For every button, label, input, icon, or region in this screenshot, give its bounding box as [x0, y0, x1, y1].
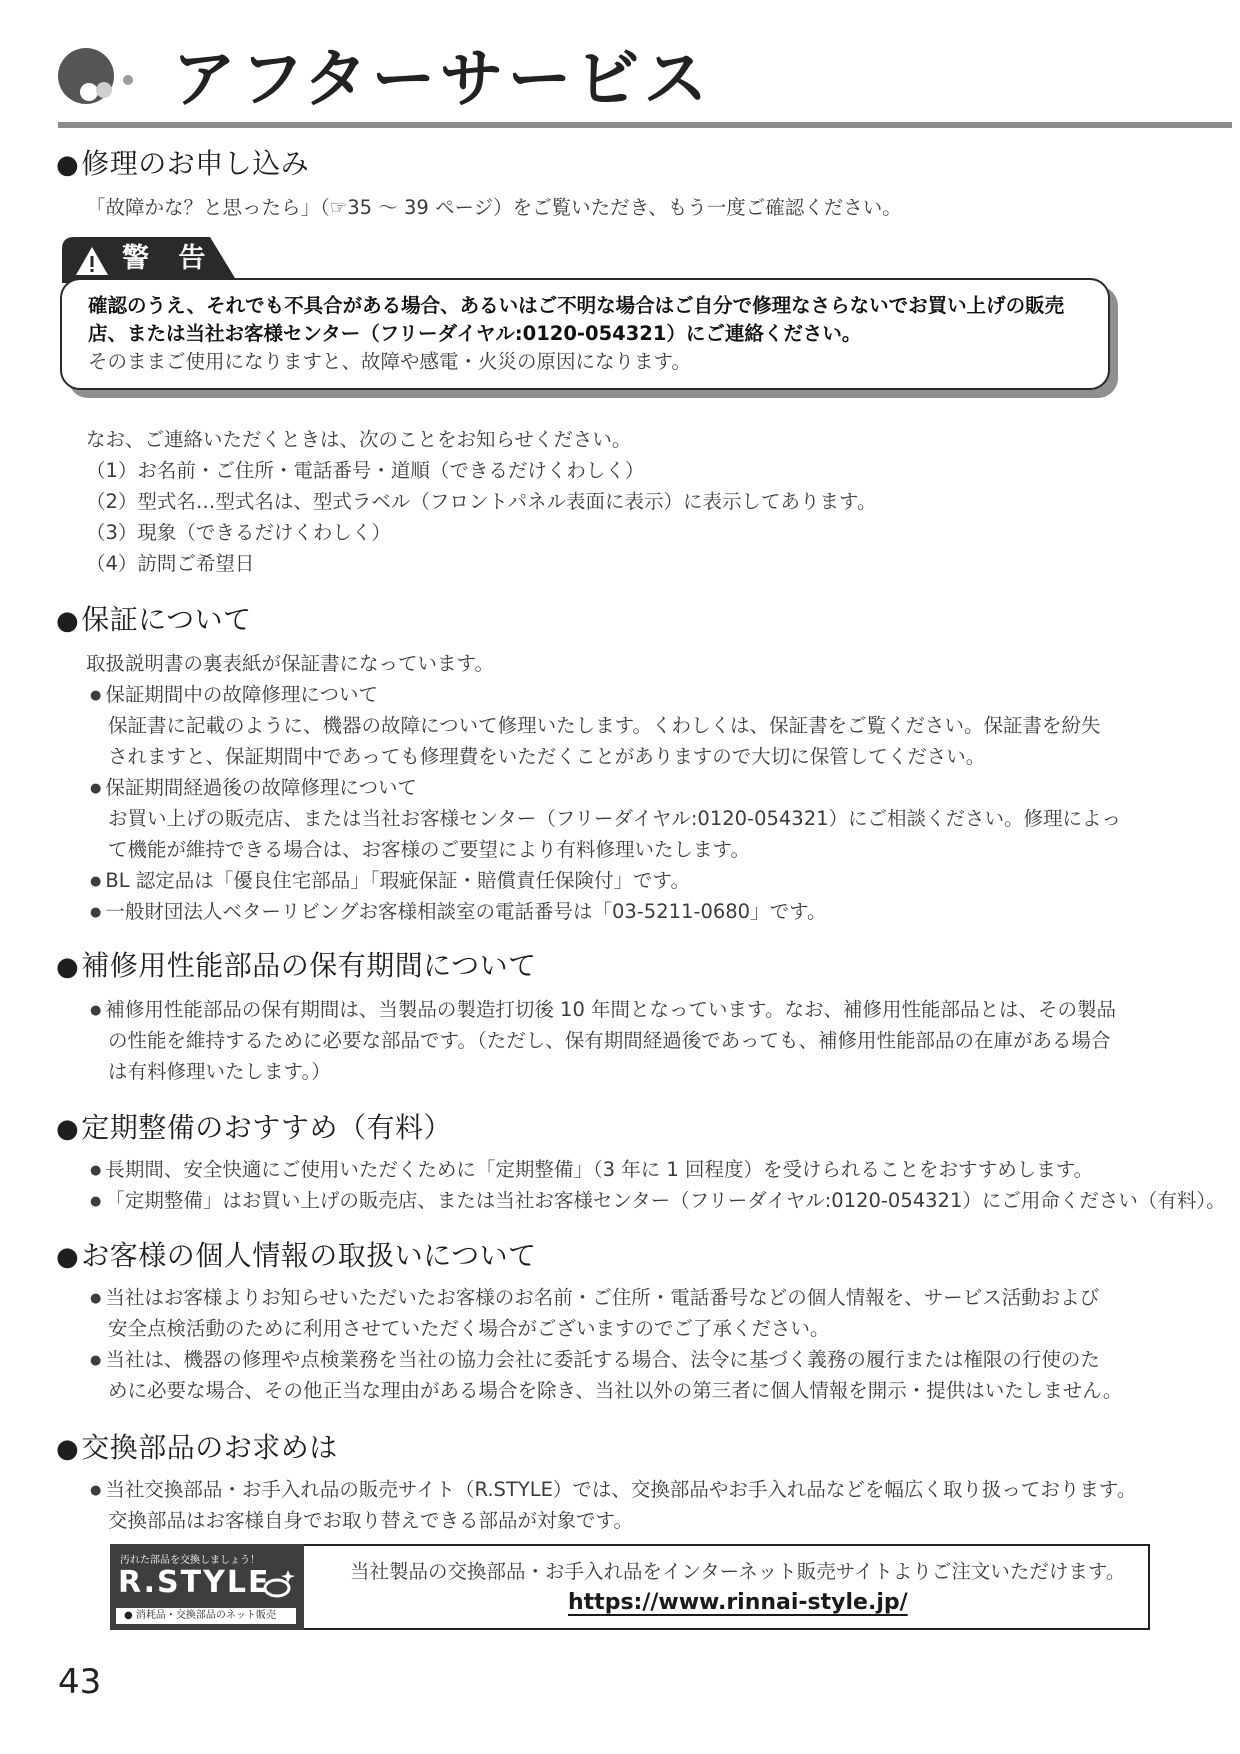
bullet-item: ● 保証期間中の故障修理について — [90, 683, 378, 706]
warning-line: そのままご使用になりますと、故障や感電・火災の原因になります。 — [88, 350, 691, 373]
warning-line: 店、または当社お客様センター（フリーダイヤル:0120-054321）にご連絡ください。 — [88, 322, 862, 345]
section-heading-parts: ●補修用性能部品の保有期間について — [56, 949, 537, 982]
rstyle-description: 当社製品の交換部品・お手入れ品をインターネット販売サイトよりご注文いただけます。 — [350, 1560, 1126, 1583]
bullet-item: ● 当社交換部品・お手入れ品の販売サイト（R.STYLE）では、交換部品やお手入れ品などを幅広く取り扱っております。 — [90, 1478, 1137, 1501]
rstyle-sparkle-icon — [262, 1566, 300, 1602]
bullet-item: ● 保証期間経過後の故障修理について — [90, 776, 417, 799]
section-heading-maintenance: ●定期整備のおすすめ（有料） — [56, 1111, 452, 1144]
section-heading-repair: ●修理のお申し込み — [56, 147, 310, 180]
header-rule — [58, 122, 1232, 128]
contact-intro: なお、ご連絡いただくときは、次のことをお知らせください。 — [86, 428, 632, 451]
section-heading-replacement: ●交換部品のお求めは — [56, 1431, 338, 1464]
rstyle-logo-tagline: 汚れた部品を交換しましょう！ — [120, 1555, 260, 1566]
bullet-item: ● 長期間、安全快適にご使用いただくために「定期整備」（3 年に 1 回程度）を受けられることをおすすめします。 — [90, 1158, 1094, 1181]
bullet-item: ● 「定期整備」はお買い上げの販売店、または当社お客様センター（フリーダイヤル:0120-054321）にご用命ください（有料）。 — [90, 1189, 1226, 1212]
rstyle-logo-name: R.STYLE — [118, 1565, 271, 1600]
section-heading-warranty: ●保証について — [56, 603, 252, 636]
rstyle-url-link[interactable]: https://www.rinnai-style.jp/ — [568, 1590, 908, 1615]
bullet-item: ● 補修用性能部品の保有期間は、当製品の製造打切後 10 年間となっています。なお、補修用性能部品とは、その製品 — [90, 998, 1116, 1021]
bullet-text: されますと、保証期間中であっても修理費をいただくことがありますので大切に保管してください。 — [108, 745, 986, 768]
bullet-item: ● 一般財団法人ベターリビングお客様相談室の電話番号は「03-5211-0680」です。 — [90, 900, 827, 923]
page-title: アフターサービス — [172, 43, 712, 117]
rstyle-logo-subtitle: ● 消耗品・交換部品のネット販売 — [124, 1610, 276, 1621]
bullet-text: の性能を維持するために必要な部品です。（ただし、保有期間経過後であっても、補修用性能部品の在庫がある場合 — [108, 1029, 1111, 1052]
warning-line: 確認のうえ、それでも不具合がある場合、あるいはご不明な場合はご自分で修理なさらないでお買い上げの販売 — [88, 294, 1065, 317]
header-circles-icon — [56, 42, 156, 112]
contact-item: （3）現象（できるだけくわしく） — [86, 521, 391, 544]
contact-item: （1）お名前・ご住所・電話番号・道順（できるだけくわしく） — [86, 459, 645, 482]
bullet-text: お買い上げの販売店、または当社お客様センター（フリーダイヤル:0120-054321）にご相談ください。修理によっ — [108, 807, 1122, 830]
warranty-intro: 取扱説明書の裏表紙が保証書になっています。 — [86, 652, 494, 675]
page-number: 43 — [58, 1662, 102, 1702]
bullet-item: ● BL 認定品は「優良住宅部品」「瑕疵保証・賠償責任保険付」です。 — [90, 869, 690, 892]
bullet-text: て機能が維持できる場合は、お客様のご要望により有料修理いたします。 — [108, 838, 750, 861]
repair-intro: 「故障かな？と思ったら」（☞35 〜 39 ページ）をご覧いただき、もう一度ご確認ください。 — [86, 196, 902, 219]
contact-item: （2）型式名…型式名は、型式ラベル（フロントパネル表面に表示）に表示してあります。 — [86, 490, 877, 513]
contact-item: （4）訪問ご希望日 — [86, 552, 255, 575]
warning-label: 警 告 — [122, 243, 216, 274]
bullet-text: 交換部品はお客様自身でお取り替えできる部品が対象です。 — [108, 1509, 633, 1532]
bullet-text: は有料修理いたします。） — [108, 1060, 331, 1083]
bullet-text: 安全点検活動のために利用させていただく場合がございますのでご了承ください。 — [108, 1317, 830, 1340]
bullet-item: ● 当社は、機器の修理や点検業務を当社の協力会社に委託する場合、法令に基づく義務の履行または権限の行使のた — [90, 1348, 1100, 1371]
bullet-item: ● 当社はお客様よりお知らせいただいたお客様のお名前・ご住所・電話番号などの個人情報を、サービス活動および — [90, 1286, 1100, 1309]
bullet-text: 保証書に記載のように、機器の故障について修理いたします。くわしくは、保証書をご覧ください。保証書を紛失 — [108, 714, 1101, 737]
section-heading-privacy: ●お客様の個人情報の取扱いについて — [56, 1239, 537, 1272]
bullet-text: めに必要な場合、その他正当な理由がある場合を除き、当社以外の第三者に個人情報を開示・提供はいたしません。 — [108, 1379, 1123, 1402]
